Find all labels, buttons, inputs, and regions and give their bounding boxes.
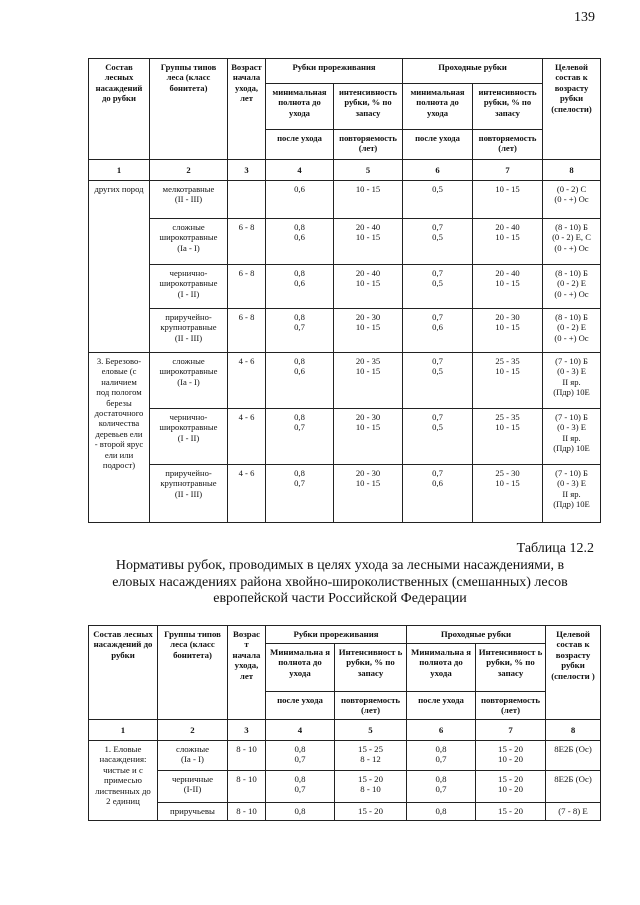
header-min-density: Минимальна я полнота до ухода xyxy=(266,644,335,692)
logging-norms-table-2 xyxy=(88,625,601,821)
forest-type-cell: сложные широкотравные (Iа - I) xyxy=(150,353,228,409)
forest-type-cell: приручьевы xyxy=(158,803,228,821)
forest-type-cell: черничные (I-II) xyxy=(158,771,228,803)
header-after-care: после ухода xyxy=(407,692,476,720)
header-composition: Состав лесных насаждений до рубки xyxy=(89,59,150,160)
start-age-cell: 6 - 8 xyxy=(228,265,266,309)
min-density-cell: 0,8 xyxy=(407,803,476,821)
forest-type-cell: чернично- широкотравные (I - II) xyxy=(150,265,228,309)
min-density-cell: 0,5 xyxy=(403,181,473,219)
target-composition-cell: (8 - 10) Б (0 - 2) Е (0 - +) Ос xyxy=(543,309,601,353)
intensity-cell: 20 - 40 10 - 15 xyxy=(473,219,543,265)
intensity-cell: 20 - 40 10 - 15 xyxy=(334,265,403,309)
target-composition-cell: (7 - 8) Е xyxy=(546,803,601,821)
header-thinning: Рубки прореживания xyxy=(266,626,407,644)
target-composition-cell: (8 - 10) Б (0 - 2) Е (0 - +) Ос xyxy=(543,265,601,309)
header-target-composition: Целевой состав к возрасту рубки (спелости) xyxy=(543,59,601,160)
header-forest-type-groups: Группы типов леса (класс бонитета) xyxy=(158,626,228,720)
column-number: 4 xyxy=(266,720,335,741)
start-age-cell: 8 - 10 xyxy=(228,741,266,771)
header-forest-type-groups: Группы типов леса (класс бонитета) xyxy=(150,59,228,160)
intensity-cell: 25 - 30 10 - 15 xyxy=(473,465,543,523)
column-number: 5 xyxy=(335,720,407,741)
header-target-composition: Целевой состав к возрасту рубки (спелости ) xyxy=(546,626,601,720)
table-caption-label: Таблица 12.2 xyxy=(516,541,594,556)
min-density-cell: 0,8 0,7 xyxy=(266,409,334,465)
header-thinning: Рубки прореживания xyxy=(266,59,403,84)
start-age-cell: 6 - 8 xyxy=(228,219,266,265)
min-density-cell: 0,8 0,6 xyxy=(266,353,334,409)
intensity-cell: 20 - 40 10 - 15 xyxy=(473,265,543,309)
header-repeat: повторяемость (лет) xyxy=(334,130,403,160)
intensity-cell: 15 - 20 10 - 20 xyxy=(476,771,546,803)
column-number: 3 xyxy=(228,720,266,741)
column-number: 8 xyxy=(546,720,601,741)
column-number: 3 xyxy=(228,160,266,181)
header-passage-felling: Проходные рубки xyxy=(407,626,546,644)
start-age-cell: 4 - 6 xyxy=(228,353,266,409)
intensity-cell: 15 - 25 8 - 12 xyxy=(335,741,407,771)
forest-type-cell: мелкотравные (II - III) xyxy=(150,181,228,219)
target-composition-cell: (7 - 10) Б (0 - 3) Е II яр. (Пдр) 10Е xyxy=(543,409,601,465)
column-number: 7 xyxy=(476,720,546,741)
min-density-cell: 0,8 0,7 xyxy=(266,309,334,353)
min-density-cell: 0,8 0,7 xyxy=(407,771,476,803)
header-start-age: Возраст начала ухода, лет xyxy=(228,59,266,160)
column-number: 8 xyxy=(543,160,601,181)
target-composition-cell: (8 - 10) Б (0 - 2) Е, С (0 - +) Ос xyxy=(543,219,601,265)
intensity-cell: 25 - 35 10 - 15 xyxy=(473,409,543,465)
intensity-cell: 10 - 15 xyxy=(473,181,543,219)
header-min-density: минимальная полнота до ухода xyxy=(403,84,473,130)
header-after-care: после ухода xyxy=(266,692,335,720)
target-composition-cell: (0 - 2) С (0 - +) Ос xyxy=(543,181,601,219)
column-number: 7 xyxy=(473,160,543,181)
min-density-cell: 0,7 0,5 xyxy=(403,265,473,309)
forest-type-cell: приручейно- крупнотравные (II - III) xyxy=(150,465,228,523)
intensity-cell: 15 - 20 xyxy=(476,803,546,821)
composition-cell: других пород xyxy=(89,181,150,353)
start-age-cell: 4 - 6 xyxy=(228,409,266,465)
composition-cell: 1. Еловые насаждения: чистые и с примесью лиственных до 2 единиц xyxy=(89,741,158,821)
intensity-cell: 10 - 15 xyxy=(334,181,403,219)
min-density-cell: 0,8 0,7 xyxy=(266,465,334,523)
intensity-cell: 20 - 30 10 - 15 xyxy=(334,465,403,523)
forest-type-cell: приручейно- крупнотравные (II - III) xyxy=(150,309,228,353)
column-number: 2 xyxy=(150,160,228,181)
header-repeat: повторяемость (лет) xyxy=(473,130,543,160)
header-after-care: после ухода xyxy=(403,130,473,160)
min-density-cell: 0,8 0,6 xyxy=(266,265,334,309)
intensity-cell: 20 - 40 10 - 15 xyxy=(334,219,403,265)
header-composition: Состав лесных насаждений до рубки xyxy=(89,626,158,720)
header-intensity: интенсивность рубки, % по запасу xyxy=(334,84,403,130)
header-min-density: минимальная полнота до ухода xyxy=(266,84,334,130)
forest-type-cell: сложные (Iа - I) xyxy=(158,741,228,771)
min-density-cell: 0,8 0,7 xyxy=(266,771,335,803)
intensity-cell: 20 - 30 10 - 15 xyxy=(473,309,543,353)
min-density-cell: 0,7 0,5 xyxy=(403,353,473,409)
min-density-cell: 0,7 0,5 xyxy=(403,409,473,465)
header-repeat: повторяемость (лет) xyxy=(476,692,546,720)
intensity-cell: 25 - 35 10 - 15 xyxy=(473,353,543,409)
forest-type-cell: сложные широкотравные (Iа - I) xyxy=(150,219,228,265)
target-composition-cell: 8Е2Б (Ос) xyxy=(546,741,601,771)
header-intensity: Интенсивност ь рубки, % по запасу xyxy=(335,644,407,692)
column-number: 4 xyxy=(266,160,334,181)
intensity-cell: 20 - 30 10 - 15 xyxy=(334,309,403,353)
column-number: 6 xyxy=(403,160,473,181)
header-intensity: интенсивность рубки, % по запасу xyxy=(473,84,543,130)
start-age-cell xyxy=(228,181,266,219)
intensity-cell: 20 - 35 10 - 15 xyxy=(334,353,403,409)
header-min-density: Минимальна я полнота до ухода xyxy=(407,644,476,692)
target-composition-cell: 8Е2Б (Ос) xyxy=(546,771,601,803)
min-density-cell: 0,8 xyxy=(266,803,335,821)
min-density-cell: 0,7 0,6 xyxy=(403,465,473,523)
intensity-cell: 15 - 20 8 - 10 xyxy=(335,771,407,803)
column-number: 1 xyxy=(89,720,158,741)
target-composition-cell: (7 - 10) Б (0 - 3) Е II яр. (Пдр) 10Е xyxy=(543,465,601,523)
start-age-cell: 8 - 10 xyxy=(228,803,266,821)
start-age-cell: 6 - 8 xyxy=(228,309,266,353)
forest-type-cell: чернично- широкотравные (I - II) xyxy=(150,409,228,465)
intensity-cell: 15 - 20 10 - 20 xyxy=(476,741,546,771)
intensity-cell: 20 - 30 10 - 15 xyxy=(334,409,403,465)
table-caption-title: Нормативы рубок, проводимых в целях ухода за лесными насаждениями, в еловых насаждениях района хвойно-широколиственных (смешанных) лесов европейской части Российской Федерации xyxy=(112,558,568,606)
header-passage-felling: Проходные рубки xyxy=(403,59,543,84)
header-start-age: Возрас т начала ухода, лет xyxy=(228,626,266,720)
min-density-cell: 0,6 xyxy=(266,181,334,219)
composition-cell: 3. Березово- еловые (с наличием под пологом березы достаточного количества деревьев ели - второй ярус ели или подрост) xyxy=(89,353,150,523)
intensity-cell: 15 - 20 xyxy=(335,803,407,821)
header-after-care: после ухода xyxy=(266,130,334,160)
start-age-cell: 4 - 6 xyxy=(228,465,266,523)
column-number: 2 xyxy=(158,720,228,741)
min-density-cell: 0,8 0,7 xyxy=(266,741,335,771)
min-density-cell: 0,7 0,5 xyxy=(403,219,473,265)
header-intensity: Интенсивност ь рубки, % по запасу xyxy=(476,644,546,692)
min-density-cell: 0,8 0,7 xyxy=(407,741,476,771)
min-density-cell: 0,8 0,6 xyxy=(266,219,334,265)
page-number: 139 xyxy=(574,10,595,25)
start-age-cell: 8 - 10 xyxy=(228,771,266,803)
min-density-cell: 0,7 0,6 xyxy=(403,309,473,353)
target-composition-cell: (7 - 10) Б (0 - 3) Е II яр. (Пдр) 10Е xyxy=(543,353,601,409)
header-repeat: повторяемость (лет) xyxy=(335,692,407,720)
column-number: 5 xyxy=(334,160,403,181)
logging-norms-table-1 xyxy=(88,58,601,523)
column-number: 6 xyxy=(407,720,476,741)
column-number: 1 xyxy=(89,160,150,181)
